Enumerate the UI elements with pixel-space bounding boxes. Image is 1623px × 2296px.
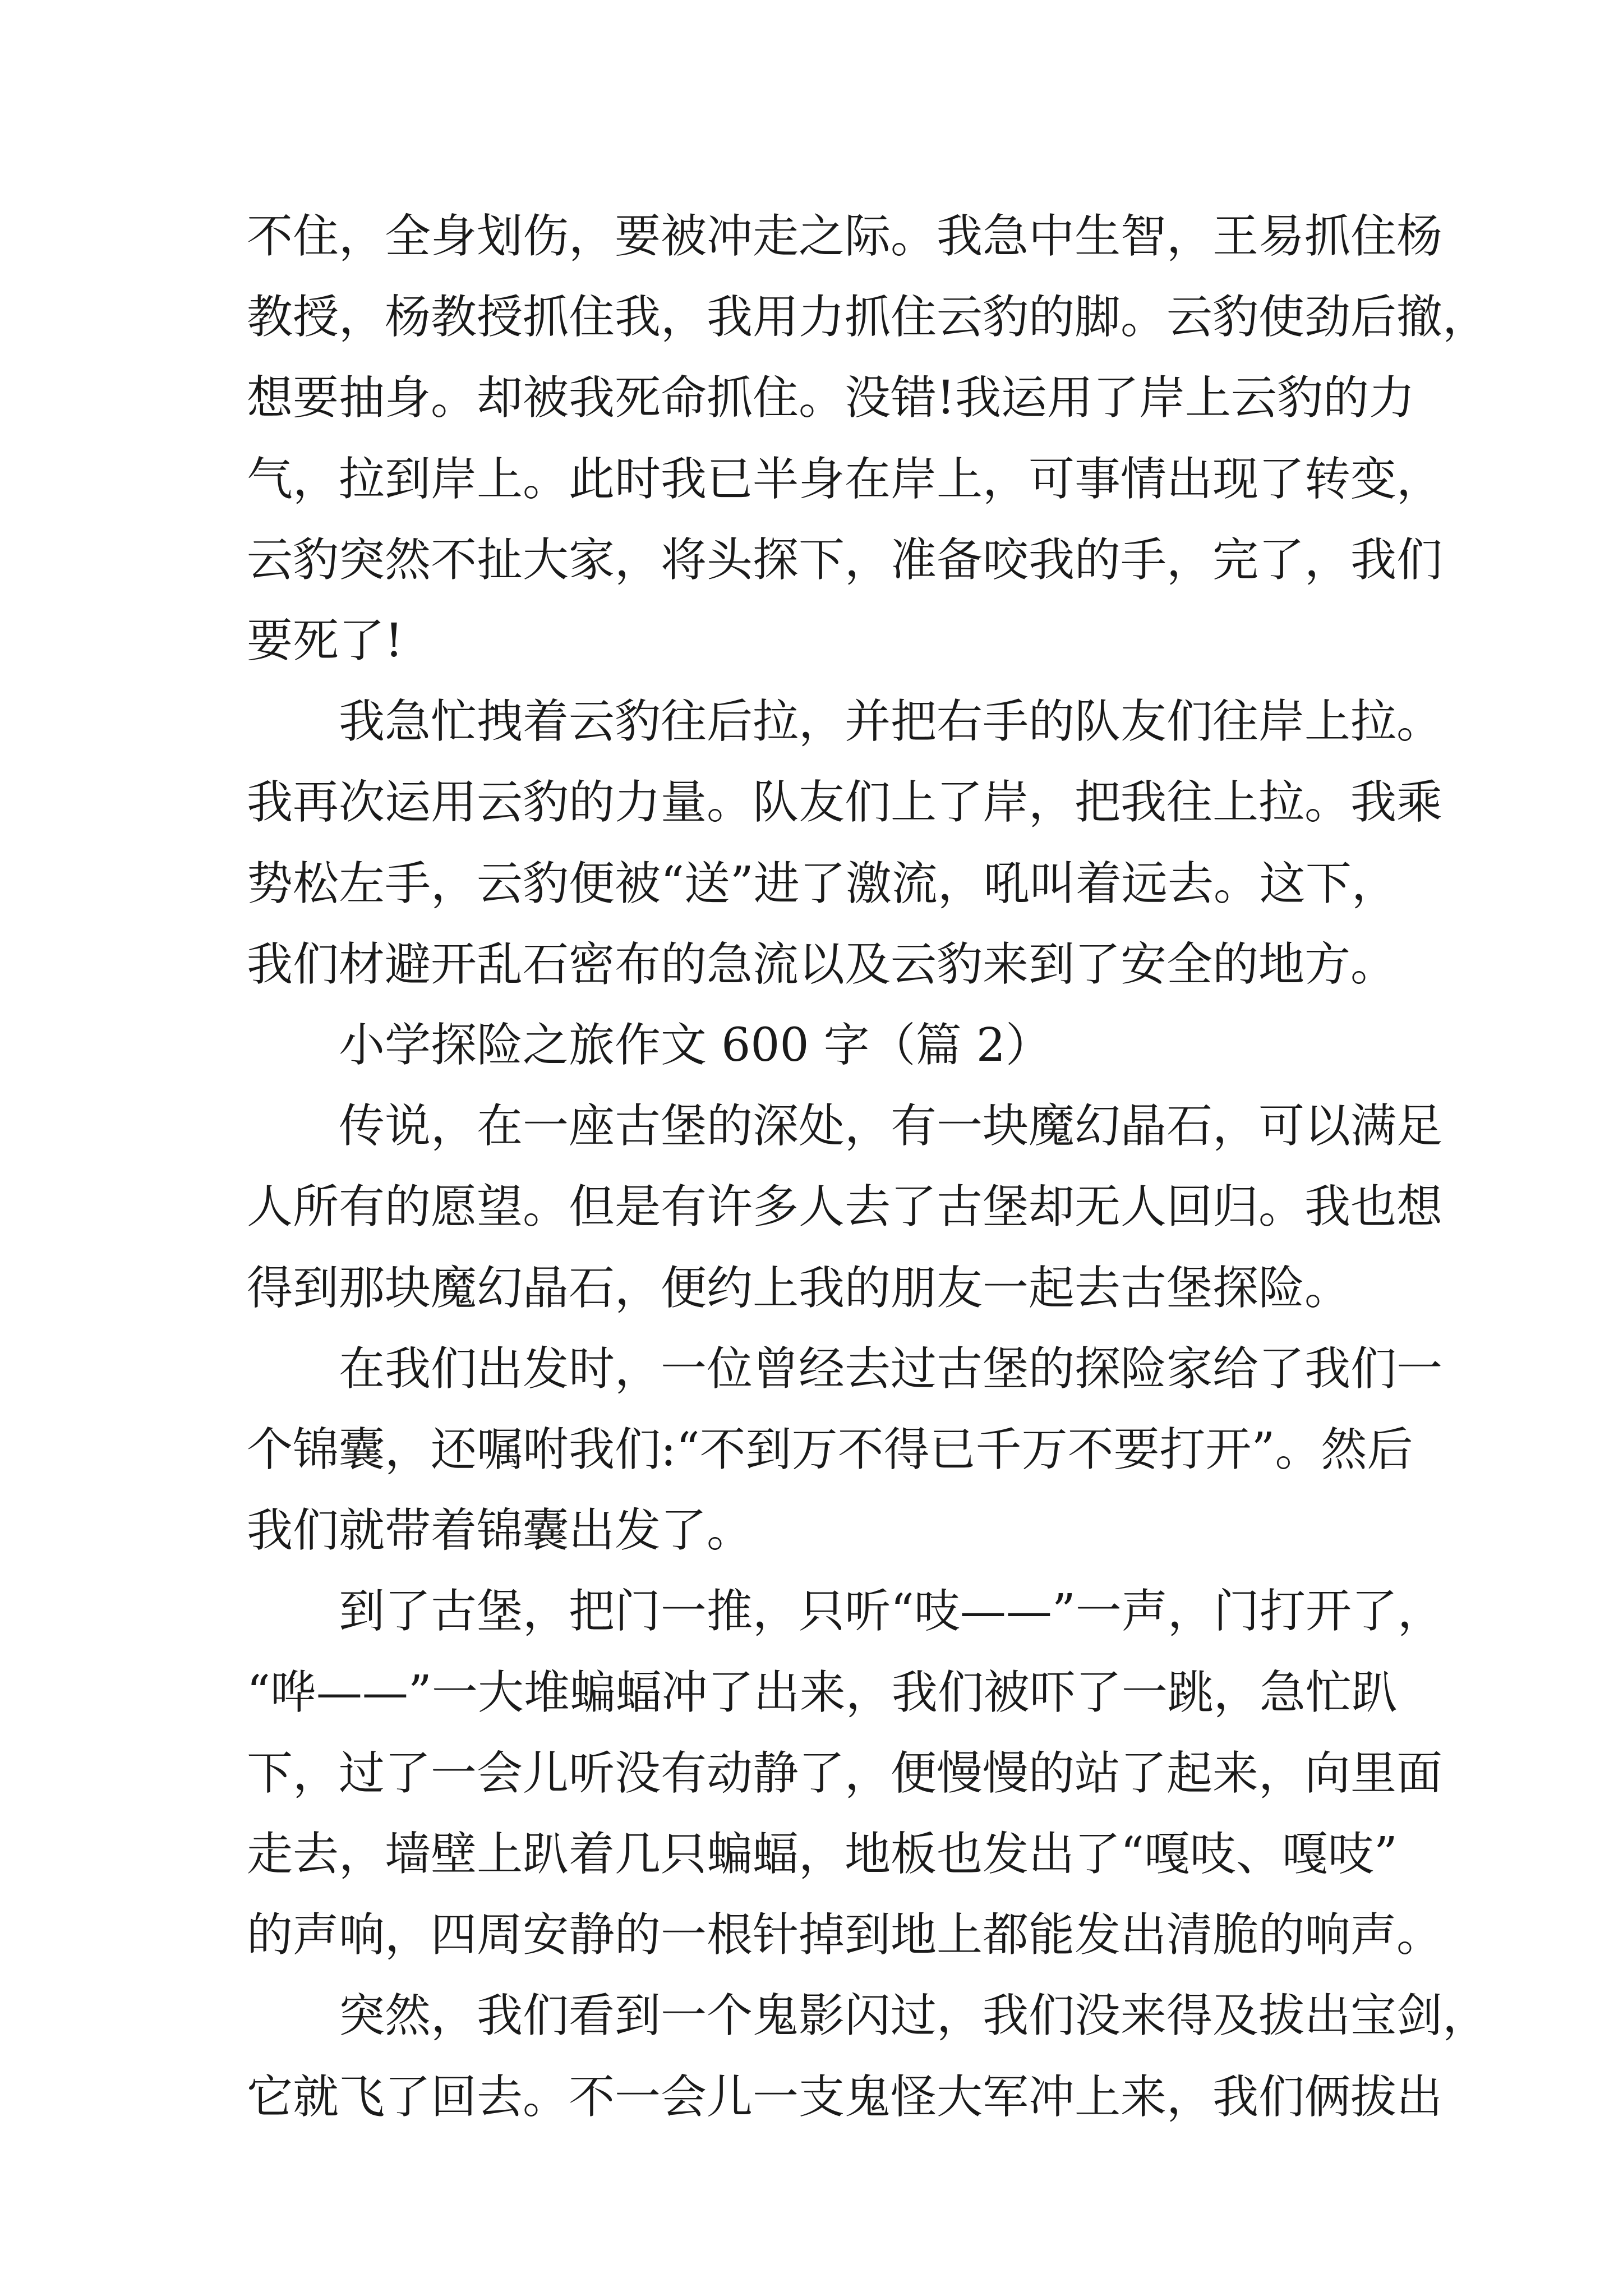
text-line: 走去，墙壁上趴着几只蝙蝠，地板也发出了“嘎吱、嘎吱” — [247, 1828, 1398, 1881]
text-line: 要死了! — [247, 614, 403, 668]
text-line: 在我们出发时，一位曾经去过古堡的探险家给了我们一 — [339, 1342, 1443, 1396]
paragraph — [247, 1329, 1443, 1572]
text-line: 突然，我们看到一个鬼影闪过，我们没来得及拔出宝剑， — [339, 1989, 1489, 2043]
heading-line: 小学探险之旅作文 600 字（篇 2） — [339, 1019, 1052, 1073]
text-line: 传说，在一座古堡的深处，有一块魔幻晶石，可以满足 — [339, 1099, 1443, 1153]
paragraph — [247, 682, 1443, 1005]
text-line: 人所有的愿望。但是有许多人去了古堡却无人回归。我也想 — [247, 1180, 1443, 1234]
text-line: 想要抽身。却被我死命抓住。没错!我运用了岸上云豹的力 — [247, 371, 1415, 425]
text-line: 教授，杨教授抓住我，我用力抓住云豹的脚。云豹使劲后撤， — [247, 291, 1489, 344]
text-line: 我再次运用云豹的力量。队友们上了岸，把我往上拉。我乘 — [247, 776, 1443, 830]
body-text — [247, 196, 1489, 2138]
text-line: 得到那块魔幻晶石，便约上我的朋友一起去古堡探险。 — [247, 1261, 1351, 1315]
text-line: 个锦囊，还嘱咐我们:“不到万不得已千万不要打开”。然后 — [247, 1423, 1413, 1477]
paragraph — [247, 196, 1489, 682]
text-line: 的声响，四周安静的一根针掉到地上都能发出清脆的响声。 — [247, 1908, 1443, 1962]
text-line: 我们材避开乱石密布的急流以及云豹来到了安全的地方。 — [247, 937, 1397, 991]
text-line: “哗——”一大堆蝙蝠冲了出来，我们被吓了一跳，急忙趴 — [247, 1665, 1398, 1719]
text-line: 到了古堡，把门一推，只听“吱——”一声，门打开了， — [339, 1585, 1444, 1639]
paragraph — [247, 1976, 1489, 2137]
text-line: 云豹突然不扯大家，将头探下，准备咬我的手，完了，我们 — [247, 533, 1443, 587]
text-line: 势松左手，云豹便被“送”进了激流，吼叫着远去。这下， — [247, 857, 1398, 910]
text-line: 气，拉到岸上。此时我已半身在岸上，可事情出现了转变， — [247, 452, 1443, 506]
paragraph — [247, 1571, 1444, 1976]
text-line: 不住，全身划伤，要被冲走之际。我急中生智，王易抓住杨 — [247, 210, 1443, 263]
paragraph — [247, 1086, 1443, 1329]
text-line: 下，过了一会儿听没有动静了，便慢慢的站了起来，向里面 — [247, 1746, 1443, 1800]
section-heading — [247, 1005, 1380, 1086]
text-line: 我们就带着锦囊出发了。 — [247, 1504, 753, 1558]
text-line: 它就飞了回去。不一会儿一支鬼怪大军冲上来，我们俩拔出 — [247, 2070, 1443, 2124]
text-line: 我急忙拽着云豹往后拉，并把右手的队友们往岸上拉。 — [339, 695, 1443, 749]
